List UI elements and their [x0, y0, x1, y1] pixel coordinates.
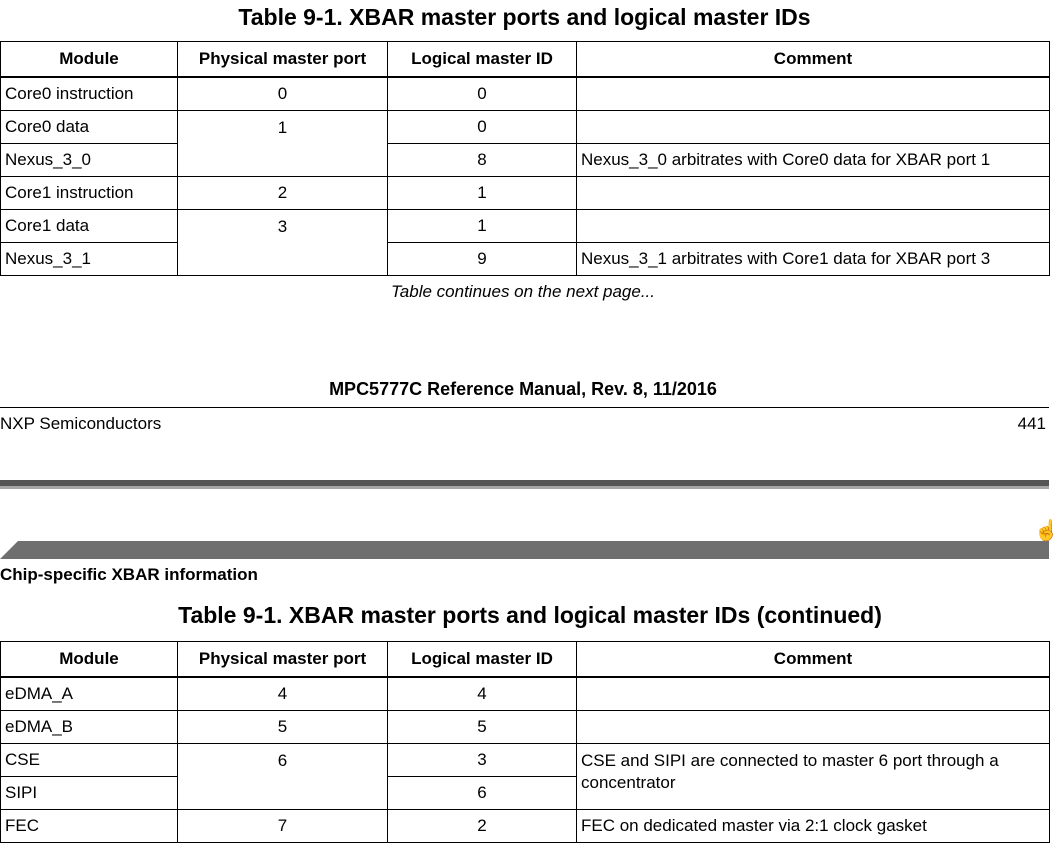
column-header-comment: Comment — [577, 42, 1050, 78]
manual-title: MPC5777C Reference Manual, Rev. 8, 11/2016 — [329, 379, 717, 399]
port-cell: 0 — [178, 77, 388, 111]
module-cell: Core1 instruction — [1, 177, 178, 210]
comment-cell — [577, 210, 1050, 243]
id-cell: 3 — [388, 744, 577, 777]
module-cell: Nexus_3_1 — [1, 243, 178, 276]
module-cell: Core1 data — [1, 210, 178, 243]
module-cell: CSE — [1, 744, 178, 777]
table-row — [1, 810, 1050, 843]
table-continues-note: Table continues on the next page... — [390, 282, 655, 301]
module-cell: FEC — [1, 810, 178, 843]
table-row — [1, 77, 1050, 111]
column-header-logical-id: Logical master ID — [388, 642, 577, 678]
port-cell: 7 — [178, 810, 388, 843]
id-cell: 9 — [388, 243, 577, 276]
port-cell: 6 — [178, 744, 388, 810]
table-row — [1, 744, 1050, 777]
module-cell: eDMA_B — [1, 711, 178, 744]
xbar-table-part1 — [0, 41, 1050, 276]
comment-cell — [577, 711, 1050, 744]
table-row — [1, 210, 1050, 243]
module-cell: Core0 instruction — [1, 77, 178, 111]
table-title: Table 9-1. XBAR master ports and logical master IDs — [238, 4, 811, 30]
page-separator-shadow — [0, 486, 1049, 489]
column-header-logical-id: Logical master ID — [388, 42, 577, 78]
id-cell: 2 — [388, 810, 577, 843]
module-cell: SIPI — [1, 777, 178, 810]
id-cell: 1 — [388, 210, 577, 243]
comment-cell — [577, 677, 1050, 711]
column-header-physical-port: Physical master port — [178, 42, 388, 78]
company-name: NXP Semiconductors — [0, 414, 162, 433]
table-row — [1, 111, 1050, 144]
port-cell: 1 — [178, 111, 388, 177]
port-cell: 5 — [178, 711, 388, 744]
table-row — [1, 243, 1050, 276]
table-row — [1, 677, 1050, 711]
id-cell: 0 — [388, 111, 577, 144]
table-title-continued: Table 9-1. XBAR master ports and logical master IDs (continued) — [178, 602, 882, 628]
port-cell: 4 — [178, 677, 388, 711]
table-row — [1, 144, 1050, 177]
id-cell: 0 — [388, 77, 577, 111]
id-cell: 5 — [388, 711, 577, 744]
table-header-row — [1, 642, 1050, 678]
module-cell: eDMA_A — [1, 677, 178, 711]
id-cell: 1 — [388, 177, 577, 210]
column-header-comment: Comment — [577, 642, 1050, 678]
comment-cell: Nexus_3_1 arbitrates with Core1 data for XBAR port 3 — [577, 243, 1050, 276]
comment-cell: Nexus_3_0 arbitrates with Core0 data for XBAR port 1 — [577, 144, 1050, 177]
column-header-module: Module — [1, 642, 178, 678]
id-cell: 4 — [388, 677, 577, 711]
port-cell: 3 — [178, 210, 388, 276]
table-row — [1, 711, 1050, 744]
footer-rule — [0, 407, 1049, 408]
xbar-table-part2 — [0, 641, 1050, 843]
comment-cell: CSE and SIPI are connected to master 6 port through a concentrator — [577, 744, 1050, 810]
comment-cell — [577, 111, 1050, 144]
id-cell: 8 — [388, 144, 577, 177]
section-header-band — [0, 541, 1049, 559]
column-header-physical-port: Physical master port — [178, 642, 388, 678]
section-header: Chip-specific XBAR information — [0, 565, 258, 584]
module-cell: Core0 data — [1, 111, 178, 144]
comment-cell — [577, 177, 1050, 210]
column-header-module: Module — [1, 42, 178, 78]
port-cell: 2 — [178, 177, 388, 210]
comment-cell — [577, 77, 1050, 111]
table-header-row — [1, 42, 1050, 78]
id-cell: 6 — [388, 777, 577, 810]
comment-cell: FEC on dedicated master via 2:1 clock gasket — [577, 810, 1050, 843]
hand-cursor-icon: ☝ — [1034, 520, 1059, 542]
page-number: 441 — [1017, 414, 1046, 433]
module-cell: Nexus_3_0 — [1, 144, 178, 177]
table-row — [1, 177, 1050, 210]
